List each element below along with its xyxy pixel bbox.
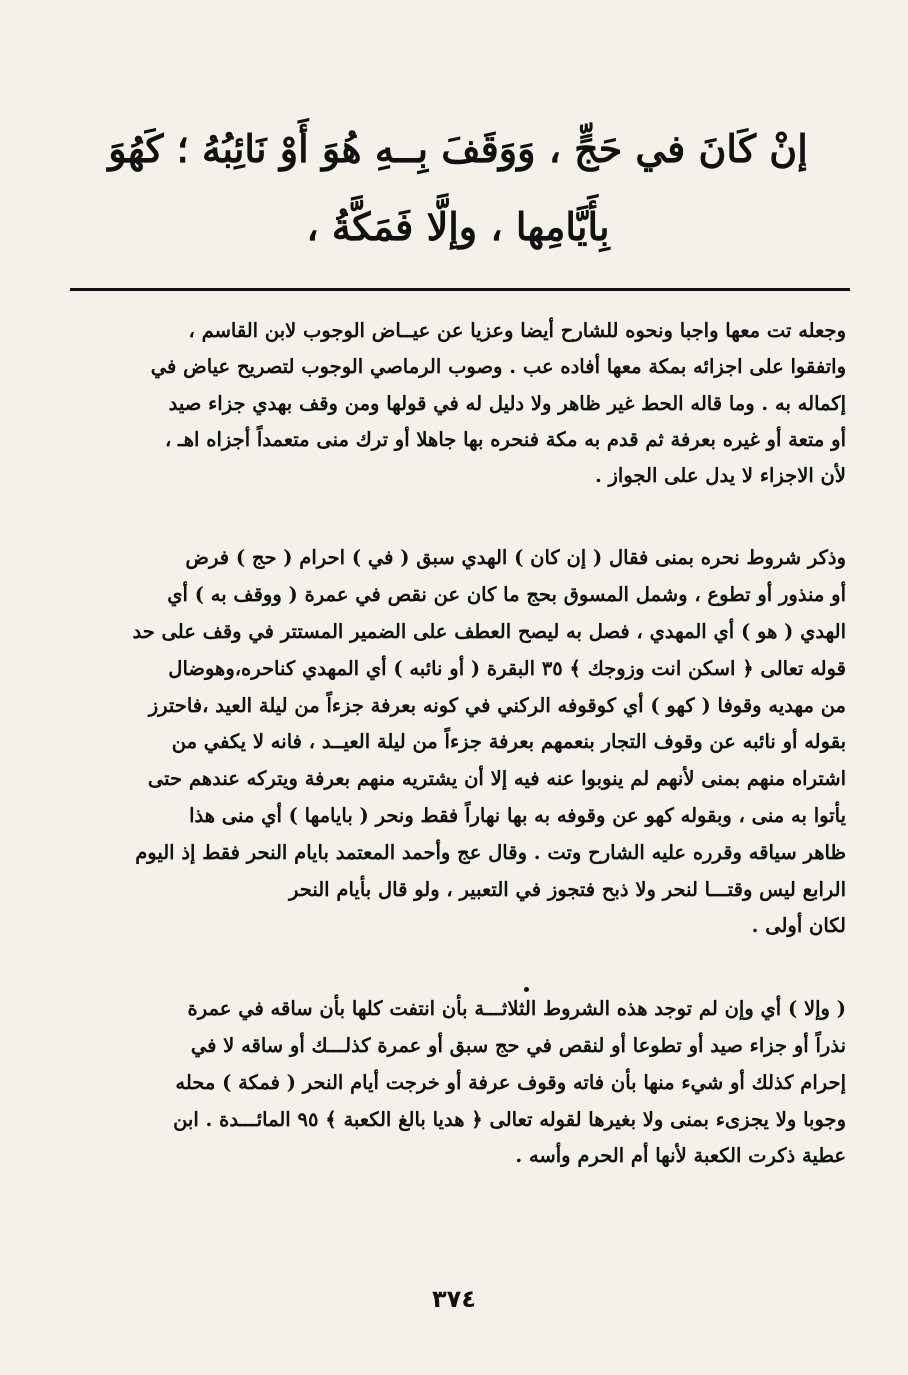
matn-line: بِأَيَّامِها ، وإلَّا فَمَكَّةُ ،	[306, 204, 610, 249]
separator-rule	[70, 288, 850, 291]
text-line: أو متعة أو غيره بعرفة ثم قدم به مكة فنحره بها جاهلا أو ترك منى متعمداً أجزاه اهـ ،	[164, 427, 846, 451]
text-line: ظاهر سياقه وقرره عليه الشارح وتت . وقال عج وأحمد المعتمد بايام النحر فقط إذ اليوم	[135, 840, 846, 864]
text-line: واتفقوا على اجزائه بمكة معها أفاده عب . وصوب الرماصي الوجوب لتصريح عياض في	[150, 355, 846, 379]
text-line: يأتوا به منى ، وبقوله كهو عن وقوفه به بها نهاراً فقط ونحر ( بايامها ) أي منى هذا	[189, 804, 846, 828]
ink-speck	[524, 987, 529, 992]
text-line: أو منذور أو تطوع ، وشمل المسوق بحج ما كان عن نقص في عمرة ( ووقف به ) أي	[167, 583, 846, 607]
text-line: لكان أولى .	[751, 914, 846, 938]
sharh-paragraph-2	[70, 540, 846, 945]
text-line: نذراً أو جزاء صيد أو تطوعا أو لنقص في حج سبق أو عمرة كذلـــك أو ساقه لا في	[190, 1034, 846, 1058]
text-line: إكماله به . وما قاله الحط غير ظاهر ولا دليل له في قولها ومن وقف بهدي جزاء صيد	[168, 391, 846, 415]
text-line: عطية ذكرت الكعبة لأنها أم الحرم وأسه .	[515, 1144, 846, 1168]
text-line: قوله تعالى ﴿ اسكن انت وزوجك ﴾ ٣٥ البقرة ( أو نائبه ) أي المهدي كناحره،وهوضال	[168, 656, 846, 680]
text-line: لأن الاجزاء لا يدل على الجواز .	[594, 464, 846, 488]
text-line: ( وإلا ) أي وإن لم توجد هذه الشروط الثلاثـــة بأن انتفت كلها بأن ساقه في عمرة	[187, 997, 846, 1021]
page-number: ٣٧٤	[432, 1285, 476, 1313]
text-line: من مهديه وقوفا ( كهو ) أي كوقوفه الركني في كونه بعرفة جزءاً من ليلة العيد ،فاحترز	[148, 693, 846, 717]
text-line: اشتراه منهم بمنى لأنهم لم ينوبوا عنه فيه إلا أن يشتريه منهم بعرفة ويتركه عندهم حتى	[147, 767, 846, 791]
text-line: الهدي ( هو ) أي المهدي ، فصل به ليصح العطف على الضمير المستتر في وقف على حد	[132, 620, 846, 644]
matn-line: إنْ كَانَ في حَجٍّ ، وَوَقَفَ بِــهِ هُوَ أَوْ نَائِبُهُ ؛ كَهُوَ	[108, 126, 808, 171]
text-line: وجعله تت معها واجبا ونحوه للشارح أيضا وعزيا عن عيــاض الوجوب لابن القاسم ،	[188, 319, 846, 342]
text-line: إحرام كذلك أو شيء منها بأن فاته وقوف عرفة أو خرجت أيام النحر ( فمكة ) محله	[175, 1070, 846, 1094]
text-line: وجوبا ولا يجزىء بمنى ولا بغيرها لقوله تعالى ﴿ هديا بالغ الكعبة ﴾ ٩٥ المائـــدة . ابن	[173, 1107, 846, 1131]
sharh-paragraph-3	[70, 991, 846, 1175]
text-line: الرابع ليس وقتـــا لنحر ولا ذبح فتجوز في التعبير ، ولو قال بأيام النحر	[289, 877, 846, 901]
text-line: بقوله أو نائبه عن وقوف التجار بنعمهم بعرفة جزءاً من ليلة العيــد ، فانه لا يكفي من	[171, 730, 846, 754]
sharh-paragraph-1	[70, 313, 846, 494]
matn-text	[70, 110, 846, 266]
text-line: وذكر شروط نحره بمنى فقال ( إن كان ) الهدي سبق ( في ) احرام ( حج ) فرض	[185, 546, 846, 570]
